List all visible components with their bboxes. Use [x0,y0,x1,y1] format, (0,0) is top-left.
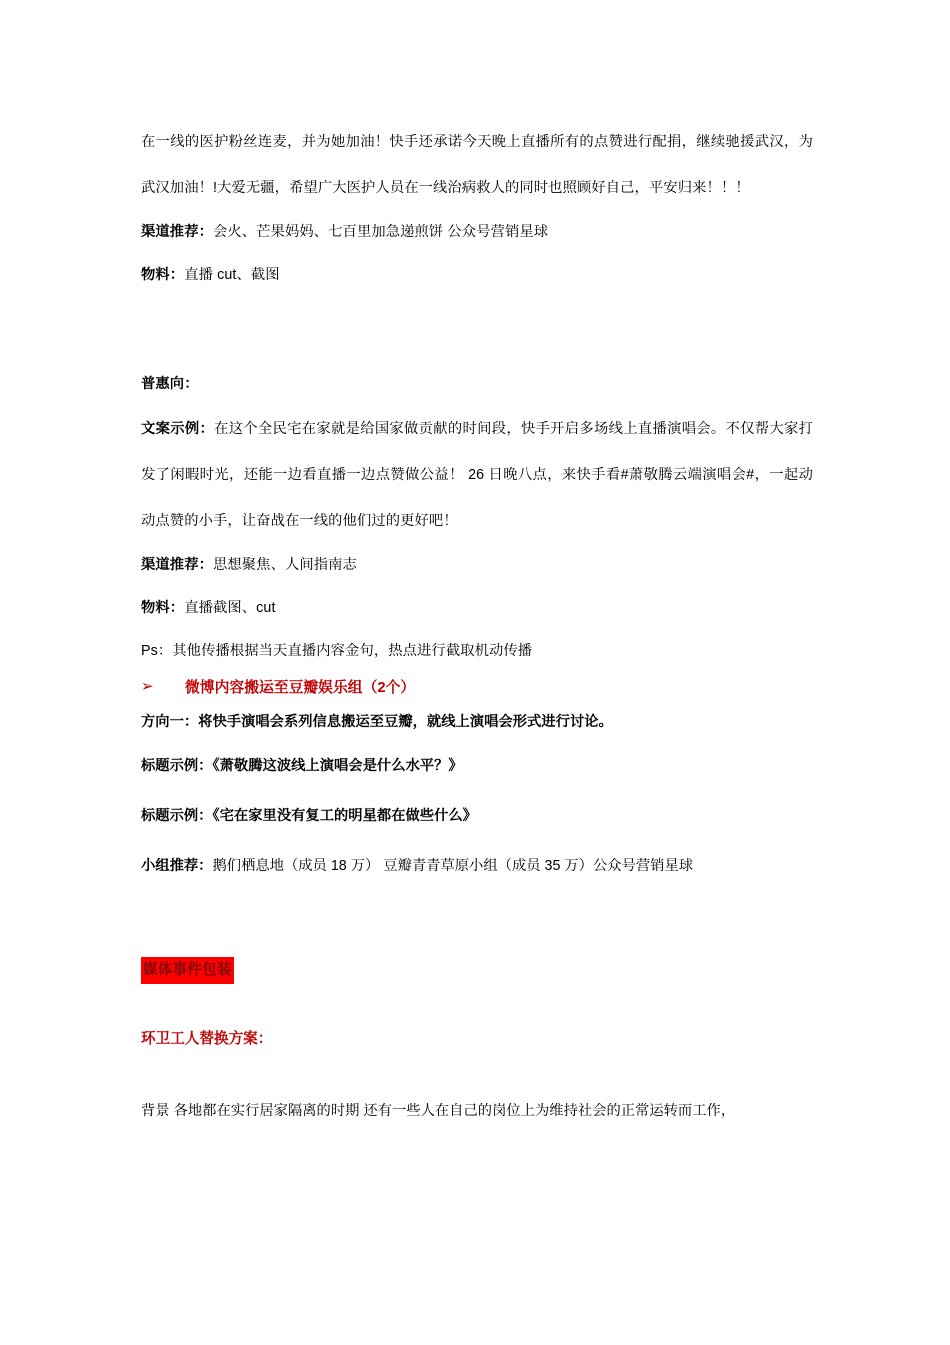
paragraph-channel-recommendation-1 [141,211,813,254]
copy-example-label: 文案示例： [141,421,215,437]
paragraph-ps-note [141,630,813,673]
channel-recommendation-1-label: 渠道推荐： [141,224,213,240]
ps-label: Ps： [141,643,173,659]
paragraph-group-recommendation [141,841,813,891]
paragraph-title-example-1: 标题示例：《萧敬腾这波线上演唱会是什么水平？》 [141,758,463,774]
material-1-label: 物料： [141,267,185,283]
material-2-value: 直播截图、cut [184,600,276,616]
paragraph-copy-example [141,406,813,544]
spacer [141,891,813,957]
section-heading-puhuixiang: 普惠向： [141,376,199,392]
group-recommendation-value: 鹅们栖息地（成员 18 万） 豆瓣青青草原小组（成员 35 万）公众号营销星球 [212,858,694,874]
bullet-heading-weibo-to-douban [141,673,813,703]
paragraph-intro: 在一线的医护粉丝连麦，并为她加油！快手还承诺今天晚上直播所有的点赞进行配捐，继续驰援武汉，为武汉加油！!大爱无疆，希望广大医护人员在一线治病救人的同时也照顾好自己，平安归来！！！ [141,134,813,196]
spacer [141,990,813,1014]
paragraph-material-1 [141,254,813,297]
document-body [141,119,813,1134]
spacer [141,297,813,363]
spacer [141,1064,813,1088]
paragraph-title-example-2: 标题示例：《宅在家里没有复工的明星都在做些什么》 [141,808,477,824]
highlighted-section-heading [141,957,813,990]
highlight-label: 媒体事件包装 [141,957,234,984]
bullet-heading-label: 微博内容搬运至豆瓣娱乐组（2个） [185,680,416,696]
paragraph-material-2 [141,587,813,630]
group-recommendation-label: 小组推荐： [141,858,213,874]
red-subheading-sanitation-worker-plan: 环卫工人替换方案： [141,1031,273,1047]
paragraph-direction-one: 方向一：将快手演唱会系列信息搬运至豆瓣，就线上演唱会形式进行讨论。 [141,714,613,730]
channel-recommendation-1-value: 会火、芒果妈妈、七百里加急递煎饼 公众号营销星球 [212,224,549,240]
arrow-bullet-icon: ➢ [141,678,154,695]
paragraph-channel-recommendation-2 [141,544,813,587]
channel-recommendation-2-value: 思想聚焦、人间指南志 [212,557,357,573]
ps-value: 其他传播根据当天直播内容金句，热点进行截取机动传播 [172,643,533,659]
material-1-value: 直播 cut、截图 [184,267,280,283]
material-2-label: 物料： [141,600,185,616]
paragraph-background: 背景 各地都在实行居家隔离的时期 还有一些人在自己的岗位上为维持社会的正常运转而工作， [141,1103,736,1119]
copy-example-value: 在这个全民宅在家就是给国家做贡献的时间段，快手开启多场线上直播演唱会。不仅帮大家打发了闲暇时光，还能一边看直播一边点赞做公益！ 26 日晚八点，来快手看#萧敬腾云端演唱会#，一起动动点赞的小手，让奋战在一线的他们过的更好吧！ [141,421,813,529]
channel-recommendation-2-label: 渠道推荐： [141,557,213,573]
